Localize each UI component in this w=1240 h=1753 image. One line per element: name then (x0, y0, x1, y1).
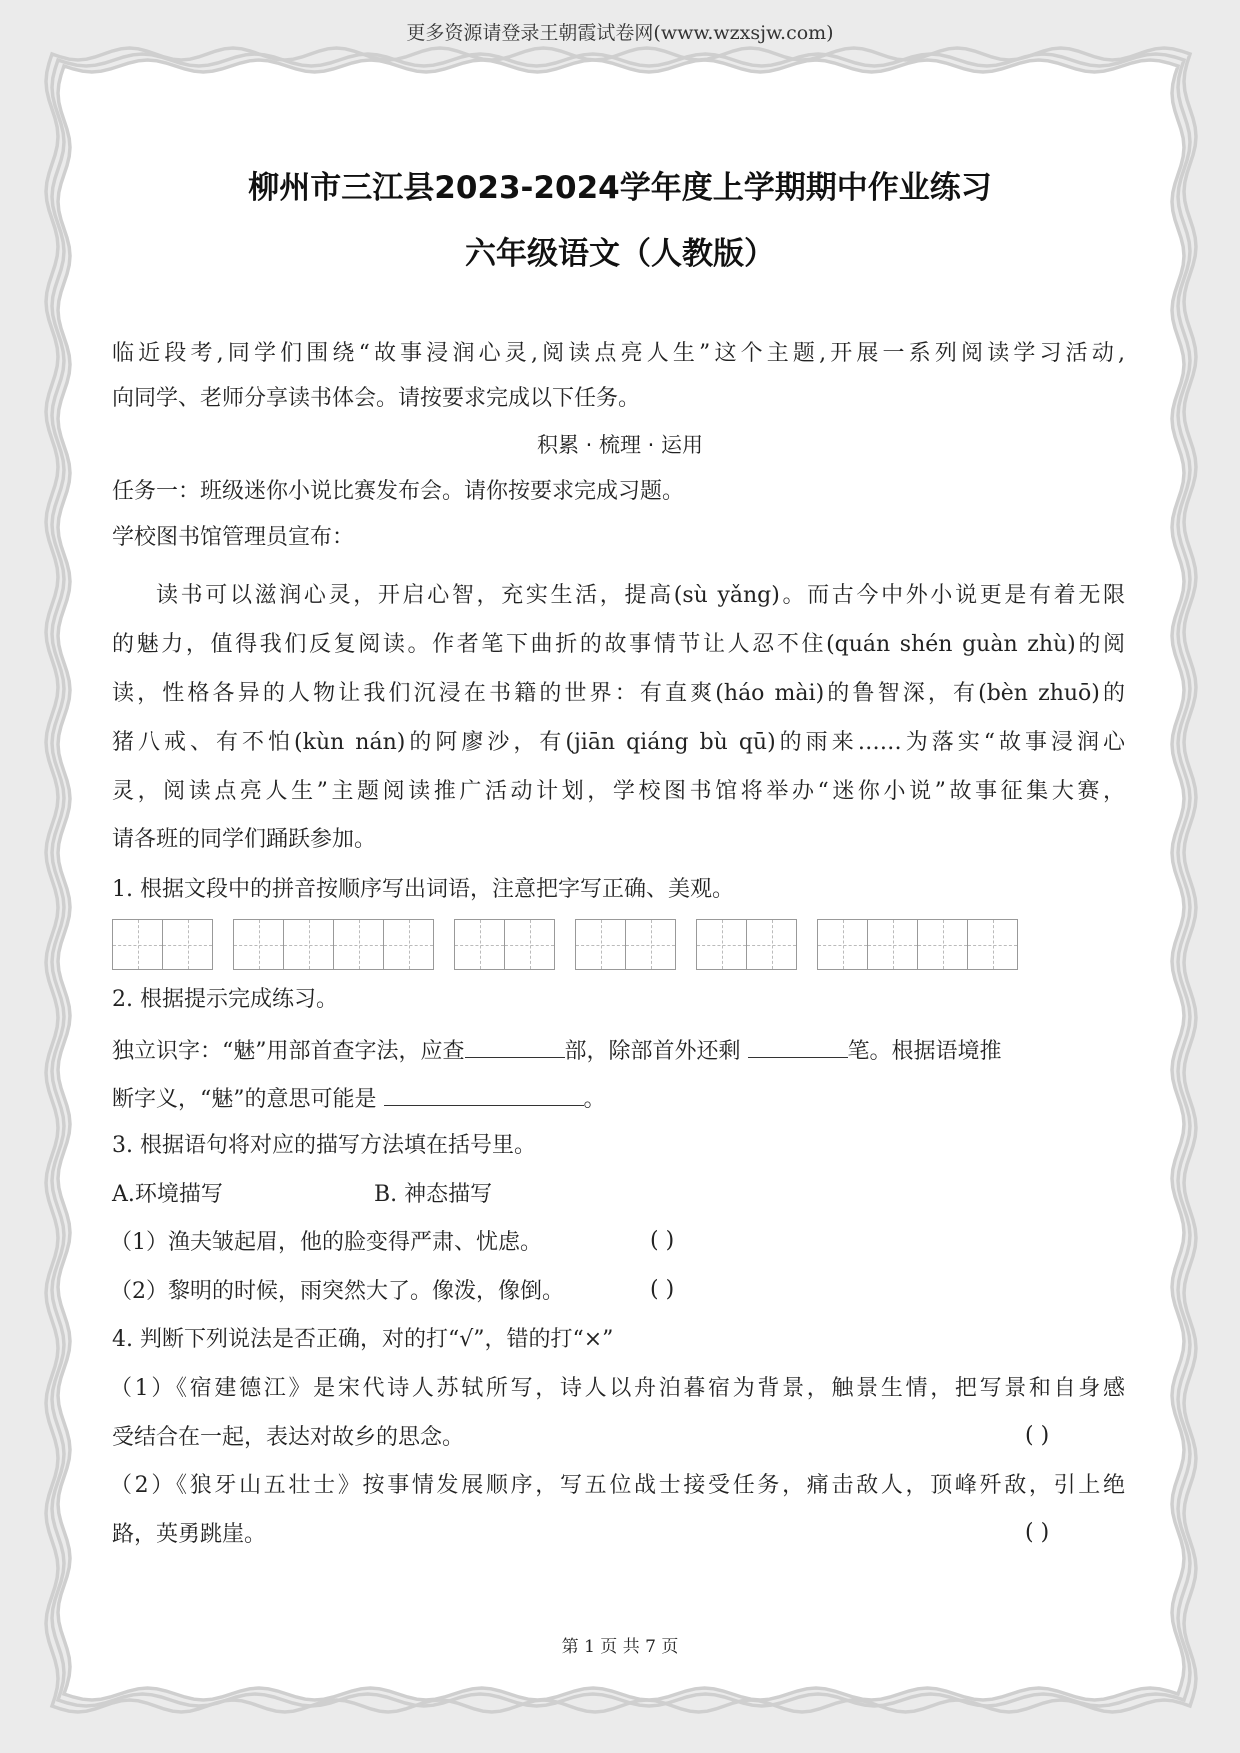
passage-line: 读书可以滋润心灵，开启心智，充实生活，提高(sù yǎng)。而古今中外小说更是有着无限 (156, 583, 1125, 608)
q3-item-2: （2）黎明的时候，雨突然大了。像泼，像倒。 (110, 1279, 564, 1304)
answer-paren[interactable]: ( ) (1025, 1423, 1050, 1448)
intro-line: 临近段考,同学们围绕“故事浸润心灵,阅读点亮人生”这个主题,开展一系列阅读学习活动, (112, 341, 1125, 366)
character-box[interactable] (384, 920, 433, 969)
character-box[interactable] (576, 920, 626, 969)
character-box[interactable] (334, 920, 384, 969)
q2-text: 独立识字：“魅”用部首查字法，应查 (112, 1039, 465, 1064)
character-box[interactable] (234, 920, 284, 969)
character-box[interactable] (284, 920, 334, 969)
passage-line: 猪八戒、有不怕(kùn nán)的阿廖沙，有(jiān qiáng bù qū)的雨来……为落实“故事浸润心 (112, 730, 1125, 755)
question-2: 2. 根据提示完成练习。 (112, 987, 338, 1012)
q4-item-1: （1）《宿建德江》是宋代诗人苏轼所写，诗人以舟泊暮宿为背景，触景生情，把写景和自身感 (110, 1376, 1125, 1401)
site-header: 更多资源请登录王朝霞试卷网(www.wzxsjw.com) (406, 22, 834, 44)
q2-text: 部，除部首外还剩 (564, 1039, 741, 1064)
word-box-group[interactable] (112, 919, 213, 970)
passage-line: 读，性格各异的人物让我们沉浸在书籍的世界：有直爽(háo mài)的鲁智深，有(bèn zhuō)的 (112, 681, 1125, 706)
answer-paren[interactable]: ( ) (1025, 1520, 1050, 1545)
q2-text: 。 (583, 1087, 606, 1112)
page-title: 柳州市三江县2023-2024学年度上学期期中作业练习 (248, 170, 992, 206)
intro-line: 向同学、老师分享读书体会。请按要求完成以下任务。 (112, 386, 641, 411)
question-1: 1. 根据文段中的拼音按顺序写出词语，注意把字写正确、美观。 (112, 877, 734, 902)
character-box[interactable] (818, 920, 868, 969)
answer-blank-strokes[interactable] (748, 1035, 848, 1058)
q4-item-1-cont: 受结合在一起，表达对故乡的思念。 (112, 1425, 465, 1450)
question-2-line-2 (112, 1083, 1125, 1115)
word-box-group[interactable] (817, 919, 1018, 970)
q4-item-2: （2）《狼牙山五壮士》按事情发展顺序，写五位战士接受任务，痛击敌人，顶峰歼敌，引上绝 (110, 1473, 1125, 1498)
character-box[interactable] (626, 920, 675, 969)
word-box-group[interactable] (233, 919, 434, 970)
answer-paren[interactable]: ( ) (650, 1277, 675, 1302)
character-box[interactable] (113, 920, 163, 969)
announce-label: 学校图书馆管理员宣布： (112, 525, 355, 550)
character-box[interactable] (505, 920, 554, 969)
question-2-line-1 (112, 1035, 1125, 1067)
option-b: B. 神态描写 (374, 1182, 493, 1207)
character-box[interactable] (163, 920, 212, 969)
word-box-group[interactable] (696, 919, 797, 970)
option-a: A.环境描写 (112, 1182, 223, 1207)
section-heading: 积累 · 梳理 · 运用 (536, 433, 704, 457)
writing-grid (112, 919, 1018, 970)
character-box[interactable] (455, 920, 505, 969)
character-box[interactable] (697, 920, 747, 969)
q3-item-1: （1）渔夫皱起眉，他的脸变得严肃、忧虑。 (110, 1230, 542, 1255)
question-4: 4. 判断下列说法是否正确，对的打“√”，错的打“×” (112, 1327, 614, 1352)
character-box[interactable] (968, 920, 1017, 969)
word-box-group[interactable] (575, 919, 676, 970)
task-heading: 任务一：班级迷你小说比赛发布会。请你按要求完成习题。 (112, 479, 685, 504)
character-box[interactable] (868, 920, 918, 969)
q4-item-2-cont: 路，英勇跳崖。 (112, 1522, 267, 1547)
passage-line: 请各班的同学们踊跃参加。 (112, 827, 377, 852)
page-number: 第 1 页 共 7 页 (561, 1637, 679, 1657)
passage-line: 的魅力，值得我们反复阅读。作者笔下曲折的故事情节让人忍不住(quán shén guàn zhù)的阅 (112, 632, 1125, 657)
q2-text: 笔。根据语境推 (847, 1039, 1002, 1064)
q2-text: 断字义，“魅”的意思可能是 (112, 1087, 377, 1112)
answer-paren[interactable]: ( ) (650, 1228, 675, 1253)
character-box[interactable] (747, 920, 796, 969)
word-box-group[interactable] (454, 919, 555, 970)
character-box[interactable] (918, 920, 968, 969)
answer-blank-meaning[interactable] (384, 1083, 584, 1106)
question-3: 3. 根据语句将对应的描写方法填在括号里。 (112, 1133, 536, 1158)
page-subtitle: 六年级语文（人教版） (465, 236, 775, 272)
answer-blank-radical[interactable] (465, 1035, 565, 1058)
passage-line: 灵，阅读点亮人生”主题阅读推广活动计划，学校图书馆将举办“迷你小说”故事征集大赛， (112, 779, 1125, 804)
